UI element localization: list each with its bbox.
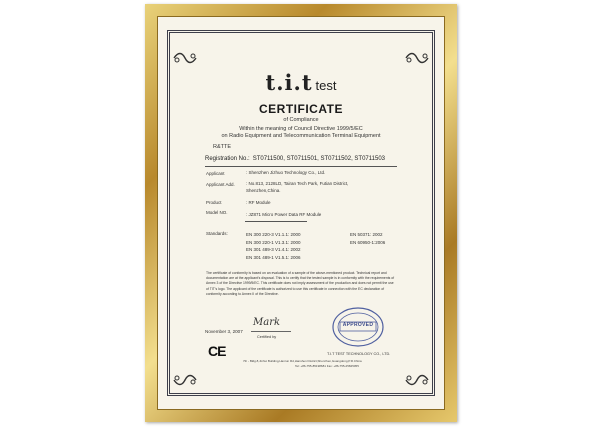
registration-values: ST0711500, ST0711501, ST0711502, ST0711503 xyxy=(252,156,386,162)
standard-item: EN 301 489-3 V1.4.1: 2002 xyxy=(246,247,301,252)
standard-item: EN 300 220-1 V1.3.1: 2000 xyxy=(246,239,301,245)
directive-line-1: Within the meaning of Council Directive 1999/5/EC xyxy=(239,126,363,132)
standard-item: EN 300 220-3 V1.1.1: 2000 xyxy=(246,232,301,237)
tit-logo xyxy=(145,70,457,95)
address-value xyxy=(246,181,348,194)
logo-word: test xyxy=(315,78,337,93)
address-line-1: : No.813, 2128LD, Tairan Tech Park, Futian District, xyxy=(246,181,349,186)
applicant-value: : Shenzhen Jizhuo Technology Co., Ltd. xyxy=(246,170,326,175)
directive-text xyxy=(145,126,457,139)
issue-date: November 3, 2007 xyxy=(205,329,243,334)
standards-list-1 xyxy=(246,231,301,261)
issuer-phone: Tel: +86-755-85198681 Fax: +86-755-25845055 xyxy=(295,364,359,368)
directive-line-2: on Radio Equipment and Telecommunication Terminal Equipment xyxy=(221,132,381,139)
address-label: Applicant Add. xyxy=(206,182,235,187)
model-label: Model NO. xyxy=(206,210,228,215)
standard-item: EN 60950-1:2006 xyxy=(350,239,386,245)
standard-item: EN 301 489-1 V1.5.1: 2006 xyxy=(246,254,301,260)
issuer-company: T.I.T TEST TECHNOLOGY CO., LTD. xyxy=(327,352,391,356)
certificate-title: CERTIFICATE xyxy=(259,102,343,116)
logo-brand: t.i.t xyxy=(265,70,313,95)
certificate-content xyxy=(145,4,457,422)
signature: Mark xyxy=(253,317,281,328)
signature-line xyxy=(251,331,291,332)
stamp-text: APPROVED xyxy=(342,322,374,328)
divider xyxy=(245,221,307,222)
model-value: : JZ871 Micro Power Data RF Module xyxy=(246,212,322,217)
certified-by: Certified by xyxy=(257,335,277,339)
product-value: : RF Module xyxy=(246,200,271,205)
issuer-address: 7th - Bldg.8,Jinhui Building,Hanrun Rd,Hanshen District,Shenzhen,Guangdong,P.R.China xyxy=(243,359,362,363)
address-line-2: Shenzhen,China. xyxy=(246,187,281,193)
standards-label: Standards: xyxy=(206,231,228,236)
registration-label: Registration No.: xyxy=(205,156,250,162)
registration-number xyxy=(205,156,385,162)
rtte-label: R&TTE xyxy=(213,144,232,150)
applicant-label: Applicant xyxy=(206,171,225,176)
ce-mark: CE xyxy=(208,343,226,359)
divider xyxy=(205,166,397,167)
certificate-subtitle: of Compliance xyxy=(283,117,319,123)
standards-list-2 xyxy=(350,231,385,246)
standard-item: EN 50371: 2002 xyxy=(350,232,383,237)
approval-stamp xyxy=(331,306,385,348)
fine-print: The certificate of conformity is based on an evaluation of a sample of the above-mentioned product. Technical report and documentation are at the applicant's disposal. This is to certify that the tested sample is in conformity with the requirements of Annex 3 of the Directive 1999/5/EC. This certificate does not imply assessment of the production and does not permit the use of TIT's logo. The applicant of the certificate is authorized to use this certificate in connection with the EC declaration of conformity according to Annex II of the Directive. xyxy=(206,271,395,296)
product-label: Product xyxy=(206,200,222,205)
